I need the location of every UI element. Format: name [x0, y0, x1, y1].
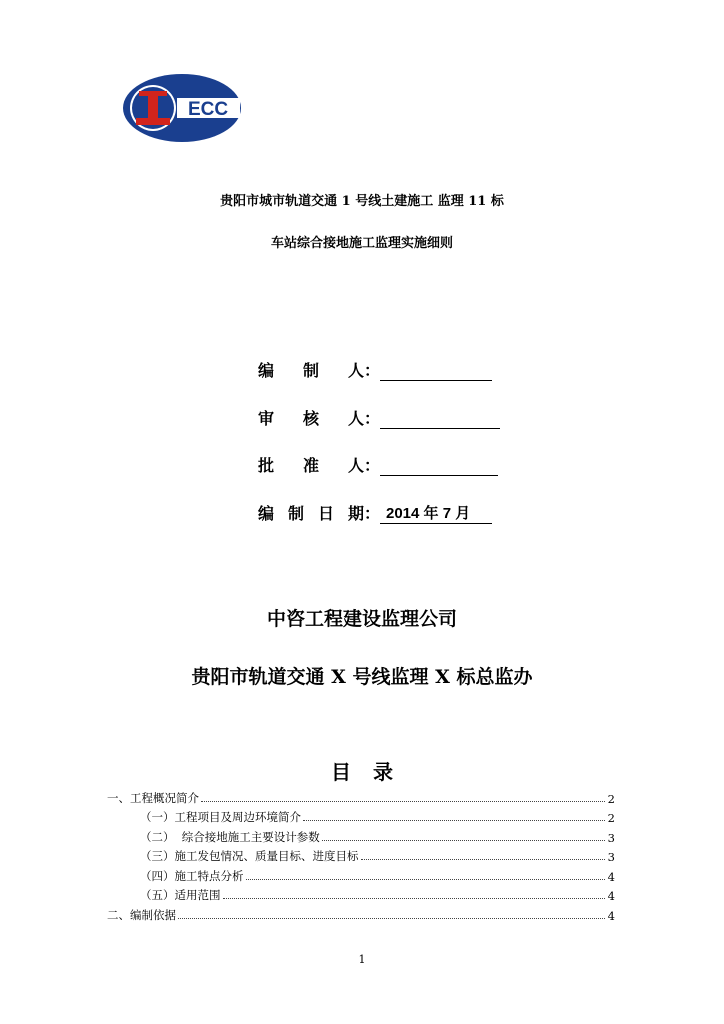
signature-blank-line: [380, 362, 492, 381]
toc-item-page: 4: [607, 908, 615, 923]
toc-item-page: 2: [607, 811, 615, 825]
toc-item-page: 4: [607, 889, 615, 903]
toc-title: 目录: [331, 760, 415, 784]
toc-item[interactable]: [107, 786, 615, 806]
toc-item-text: （四）施工特点分析: [140, 868, 244, 883]
document-title: 车站综合接地施工监理实施细则: [270, 236, 453, 251]
project-title: 贵阳市城市轨道交通 1 号线土建施工 监理 11 标: [220, 194, 504, 209]
toc-item-text: （三）施工发包情况、质量目标、进度目标: [140, 849, 359, 863]
signature-colon: ：: [364, 409, 381, 428]
signature-label: 编 制 人: [258, 361, 364, 380]
toc-item[interactable]: [107, 825, 615, 845]
toc-item[interactable]: [107, 884, 615, 904]
signature-blank-line: [380, 457, 498, 476]
signature-label: 批 准 人: [258, 456, 364, 475]
toc-item-text: 二、编制依据: [107, 907, 176, 922]
toc-leader-dots: [223, 898, 606, 899]
signature-blank-line: [380, 410, 500, 429]
toc-item[interactable]: [107, 903, 615, 923]
toc-leader-dots: [322, 840, 605, 841]
toc-item-page: 2: [607, 791, 615, 806]
signature-colon: ：: [364, 361, 381, 380]
toc-item-text: （二） 综合接地施工主要设计参数: [140, 829, 320, 844]
signature-label: 审 核 人: [258, 409, 364, 428]
company-logo: [122, 73, 242, 143]
toc-item-text: 一、工程概况简介: [107, 790, 199, 805]
toc-leader-dots: [201, 801, 605, 802]
toc-item-text: （五）适用范围: [140, 888, 221, 902]
toc-item-page: 4: [607, 869, 615, 884]
company-name: 中咨工程建设监理公司: [266, 608, 457, 630]
signature-row-compiler: [258, 357, 492, 381]
toc-item[interactable]: [107, 806, 615, 826]
compile-date-value: 2014 年 7 月: [380, 502, 492, 524]
signature-colon: ：: [364, 504, 381, 523]
ecc-logo-icon: [122, 73, 242, 143]
logo-text: ECC: [187, 99, 229, 120]
toc-item-page: 3: [607, 850, 615, 864]
signature-row-approver: [258, 452, 498, 476]
toc-item[interactable]: [107, 864, 615, 884]
signature-label: 编 制 日 期: [258, 504, 364, 523]
table-of-contents: [107, 786, 615, 923]
signature-row-date: [258, 500, 492, 524]
signature-colon: ：: [364, 456, 381, 475]
toc-leader-dots: [361, 859, 606, 860]
toc-leader-dots: [178, 918, 605, 919]
office-name: 贵阳市轨道交通 X 号线监理 X 标总监办: [191, 666, 533, 688]
toc-leader-dots: [246, 879, 606, 880]
toc-item-text: （一）工程项目及周边环境简介: [140, 810, 301, 824]
toc-leader-dots: [303, 820, 605, 821]
toc-item-page: 3: [607, 830, 615, 845]
page-number: 1: [358, 953, 366, 966]
toc-item[interactable]: [107, 845, 615, 865]
signature-row-reviewer: [258, 405, 500, 429]
